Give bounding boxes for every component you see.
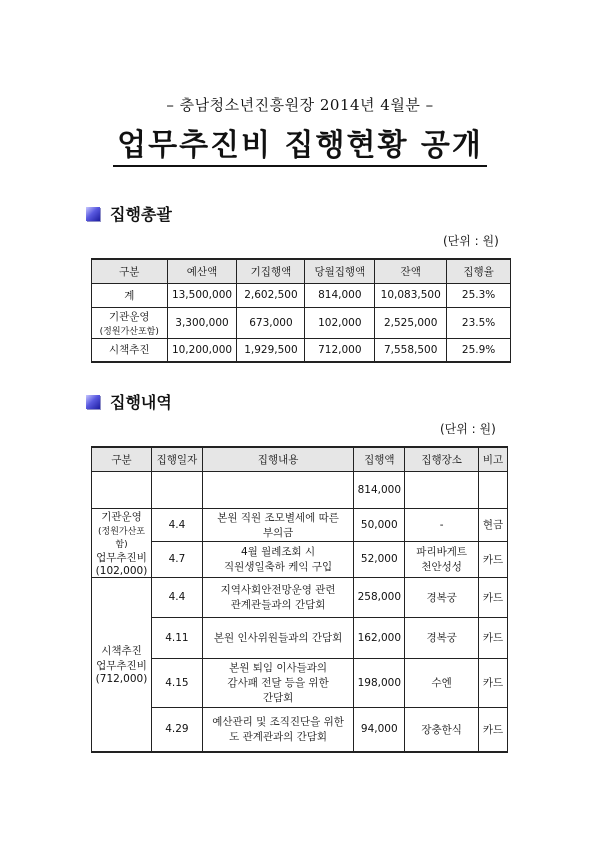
total-amount-cell: 814,000 xyxy=(354,471,405,508)
budget-cell: 13,500,000 xyxy=(167,283,237,307)
header-cell: 구분 xyxy=(92,447,152,471)
table-row xyxy=(92,707,508,752)
detail-header-row xyxy=(92,447,508,471)
table-row xyxy=(92,283,511,307)
content-cell xyxy=(202,707,353,752)
note-cell: 카드 xyxy=(479,658,508,707)
budget-cell: 3,300,000 xyxy=(167,307,237,338)
note-cell: 카드 xyxy=(479,707,508,752)
table-row xyxy=(92,577,508,617)
content-line: 4월 월례조회 시 xyxy=(240,546,316,559)
date-cell: 4.15 xyxy=(151,658,202,707)
group-label-agency xyxy=(92,508,152,577)
balance-cell: 10,083,500 xyxy=(375,283,447,307)
place-cell: - xyxy=(405,508,479,542)
square-bullet-icon xyxy=(86,395,100,409)
content-line: 도 관계관과의 간담회 xyxy=(229,731,328,744)
month-spent-cell: 814,000 xyxy=(305,283,375,307)
empty-cell xyxy=(151,471,202,508)
header-cell: 집행일자 xyxy=(151,447,202,471)
empty-cell xyxy=(202,471,353,508)
header-cell: 집행장소 xyxy=(405,447,479,471)
total-row xyxy=(92,471,508,508)
header-cell: 예산액 xyxy=(167,259,237,283)
rate-cell: 23.5% xyxy=(447,307,511,338)
date-cell: 4.11 xyxy=(151,617,202,658)
group-label-line: 업무추진비 xyxy=(96,660,147,673)
content-line: 본원 직원 조모별세에 따른 xyxy=(217,511,339,524)
budget-cell: 10,200,000 xyxy=(167,338,237,362)
group-label-line: 업무추진비 xyxy=(96,551,147,564)
header-cell: 당월집행액 xyxy=(305,259,375,283)
amount-cell: 52,000 xyxy=(354,542,405,577)
header-cell: 비고 xyxy=(479,447,508,471)
document-title-text: 업무추진비 집행현황 공개 xyxy=(113,128,487,167)
group-label-line: (712,000) xyxy=(95,673,148,686)
header-cell: 집행내용 xyxy=(202,447,353,471)
header-cell: 기집행액 xyxy=(237,259,305,283)
place-line: 천안성성 xyxy=(421,561,462,574)
table-row xyxy=(92,307,511,338)
summary-header-row xyxy=(92,259,511,283)
content-cell xyxy=(202,508,353,542)
detail-unit-label: (단위 : 원) xyxy=(440,422,496,436)
prev-spent-cell: 2,602,500 xyxy=(237,283,305,307)
date-cell: 4.29 xyxy=(151,707,202,752)
prev-spent-cell: 1,929,500 xyxy=(237,338,305,362)
content-cell xyxy=(202,577,353,617)
place-line: 파리바게트 xyxy=(416,546,468,559)
group-label-line: (정원가산포함) xyxy=(98,526,145,550)
content-line: 간담회 xyxy=(262,692,294,704)
content-line: 감사패 전달 등을 위한 xyxy=(227,677,329,689)
row-label: 계 xyxy=(92,283,168,307)
amount-cell: 94,000 xyxy=(354,707,405,752)
note-cell: 카드 xyxy=(479,617,508,658)
content-line: 예산관리 및 조직진단을 위한 xyxy=(212,716,344,729)
table-row xyxy=(92,508,508,542)
month-spent-cell: 102,000 xyxy=(305,307,375,338)
content-cell xyxy=(202,658,353,707)
content-cell xyxy=(202,542,353,577)
group-label-line: (102,000) xyxy=(95,564,148,577)
content-line: 본원 인사위원들과의 간담회 xyxy=(213,632,343,644)
content-line: 직원생일축하 케익 구입 xyxy=(224,561,333,574)
place-cell: 경복궁 xyxy=(405,577,479,617)
amount-cell: 198,000 xyxy=(354,658,405,707)
row-label xyxy=(92,307,168,338)
detail-table xyxy=(91,446,508,753)
empty-cell xyxy=(405,471,479,508)
document-subtitle: – 충남청소년진흥원장 2014년 4월분 – xyxy=(166,96,434,114)
date-cell: 4.4 xyxy=(151,577,202,617)
note-cell: 카드 xyxy=(479,542,508,577)
rate-cell: 25.3% xyxy=(447,283,511,307)
document-title xyxy=(0,120,600,164)
empty-cell xyxy=(479,471,508,508)
content-line: 본원 퇴임 이사들과의 xyxy=(229,662,328,674)
row-label-main: 기관운영 xyxy=(108,310,150,323)
summary-heading-text: 집행총괄 xyxy=(110,205,172,224)
amount-cell: 162,000 xyxy=(354,617,405,658)
detail-heading-text: 집행내역 xyxy=(110,393,172,412)
row-label-sub: (정원가산포함) xyxy=(99,326,159,337)
place-cell: 수엔 xyxy=(405,658,479,707)
place-cell: 경복궁 xyxy=(405,617,479,658)
table-row xyxy=(92,658,508,707)
empty-cell xyxy=(92,471,152,508)
date-cell: 4.7 xyxy=(151,542,202,577)
content-line: 부의금 xyxy=(262,526,294,539)
header-cell: 잔액 xyxy=(375,259,447,283)
summary-section-heading xyxy=(86,202,172,225)
note-cell: 현금 xyxy=(479,508,508,542)
balance-cell: 2,525,000 xyxy=(375,307,447,338)
prev-spent-cell: 673,000 xyxy=(237,307,305,338)
group-label-line: 기관운영 xyxy=(101,510,142,523)
note-cell: 카드 xyxy=(479,577,508,617)
table-row xyxy=(92,338,511,362)
amount-cell: 50,000 xyxy=(354,508,405,542)
content-line: 지역사회안전망운영 관련 xyxy=(220,584,336,596)
place-cell: 장충한식 xyxy=(405,707,479,752)
header-cell: 집행액 xyxy=(354,447,405,471)
header-cell: 집행율 xyxy=(447,259,511,283)
rate-cell: 25.9% xyxy=(447,338,511,362)
group-label-policy xyxy=(92,577,152,752)
place-cell xyxy=(405,542,479,577)
header-cell: 구분 xyxy=(92,259,168,283)
summary-table xyxy=(91,258,511,363)
amount-cell: 258,000 xyxy=(354,577,405,617)
square-bullet-icon xyxy=(86,207,100,221)
balance-cell: 7,558,500 xyxy=(375,338,447,362)
table-row xyxy=(92,617,508,658)
table-row xyxy=(92,542,508,577)
row-label: 시책추진 xyxy=(92,338,168,362)
summary-unit-label: (단위 : 원) xyxy=(443,234,499,248)
detail-section-heading xyxy=(86,390,172,413)
month-spent-cell: 712,000 xyxy=(305,338,375,362)
content-cell xyxy=(202,617,353,658)
content-line: 관계관들과의 간담회 xyxy=(230,599,326,611)
group-label-line: 시책추진 xyxy=(101,645,142,658)
date-cell: 4.4 xyxy=(151,508,202,542)
